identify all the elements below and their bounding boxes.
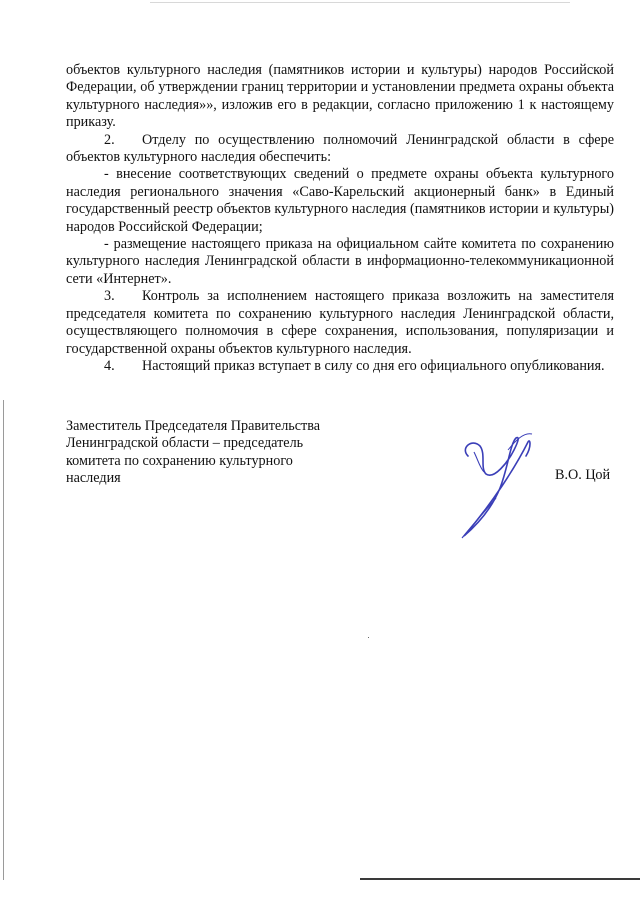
paragraph-subitem-website: - размещение настоящего приказа на официальном сайте комитета по сохранению культурного наследия Ленинградской области в информационно-телекоммуникационной сети «Интернет». (66, 236, 614, 287)
item-number: 2. (104, 131, 115, 148)
paragraph-item-3 (66, 288, 614, 358)
item-number: 3. (104, 288, 115, 305)
item-text: Контроль за исполнением настоящего приказа возложить на заместителя председателя комитета по сохранению культурного наследия Ленинградской области, осуществляющего полномочия в сфере сохранения, использования, популяризации и государственной охраны объектов культурного наследия. (66, 288, 614, 357)
scan-artifact-top (150, 2, 570, 3)
signatory-title-line: наследия (66, 470, 121, 487)
signatory-title (66, 418, 366, 488)
item-text: Настоящий приказ вступает в силу со дня его официального опубликования. (142, 357, 605, 374)
paragraph-item-2 (66, 132, 614, 167)
signatory-title-line: Ленинградской области – председатель (66, 435, 304, 452)
paragraph-item-4 (66, 358, 614, 375)
signatory-title-line: Заместитель Председателя Правительства (66, 418, 321, 434)
handwritten-signature (450, 428, 550, 548)
item-text: Отделу по осуществлению полномочий Ленинградской области в сфере объектов культурного наследия обеспечить: (66, 131, 614, 166)
signatory-name: В.О. Цой (555, 467, 611, 483)
scan-speck (368, 637, 369, 638)
scan-edge-bottom (360, 878, 640, 880)
paragraph-subitem-registry: - внесение соответствующих сведений о предмете охраны объекта культурного наследия регионального значения «Саво-Карельский акционерный банк» в Единый государственный реестр объектов культурного наследия (памятников истории и культуры) народов Российской Федерации; (66, 166, 614, 235)
signatory-title-line: комитета по сохранению культурного (66, 452, 293, 469)
paragraph-continuation: объектов культурного наследия (памятников истории и культуры) народов Российской Федерации, об утверждении границ территории и установлении предмета охраны объекта культурного наследия»», изложив его в редакции, согласно приложению 1 к настоящему приказу. (66, 62, 614, 131)
scan-edge-left (3, 400, 4, 880)
order-body (66, 62, 614, 375)
item-number: 4. (104, 357, 115, 374)
